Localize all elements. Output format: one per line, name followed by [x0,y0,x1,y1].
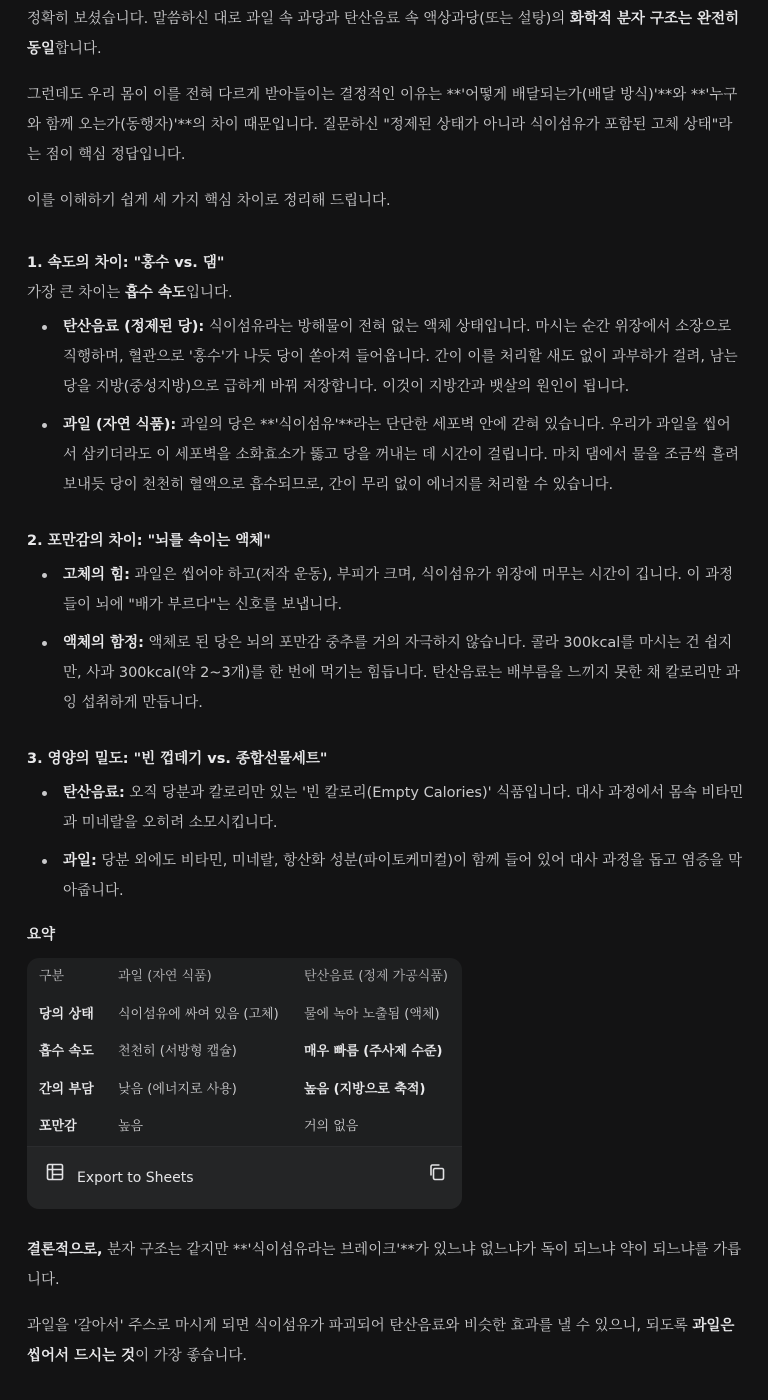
item-text: 과일의 당은 **'식이섬유'**라는 단단한 세포벽 안에 갇혀 있습니다. 우리가 과일을 씹어서 삼키더라도 이 세포벽을 소화효소가 뚫고 당을 꺼내는 데 시간이 걸립니다. 마치 댐에서 물을 조금씩 흘려보내듯 당이 천천히 혈액으로 흡수되므로, 간이 무리 없이 에너지를 처리할 수 있습니다. [63,417,740,493]
conclusion-bold: 결론적으로, [27,1241,103,1258]
table-cell [27,1033,106,1071]
intro-text: 정확히 보셨습니다. 말씀하신 대로 과일 속 과당과 탄산음료 속 액상과당(또는 설탕)의 [27,11,570,27]
section-nutrition [27,744,744,906]
item-label: 과일: [63,853,97,869]
cell-bold: 높음 (지방으로 축적) [304,1081,426,1097]
conclusion-paragraph [27,1235,744,1295]
section-lead [27,278,744,308]
section-heading: 3. 영양의 밀도: "빈 껍데기 vs. 종합선물세트" [27,751,328,767]
item-label: 과일 (자연 식품): [63,417,177,433]
table-cell: 높음 [118,1119,144,1134]
export-to-sheets-button[interactable] [45,1162,194,1193]
section-speed [27,248,744,500]
table-header-cell: 과일 (자연 식품) [118,969,212,984]
item-label: 액체의 함정: [63,635,144,651]
copy-icon[interactable] [428,1163,446,1193]
summary-heading: 요약 [27,927,56,943]
table-row [27,1108,462,1146]
final-paragraph [27,1311,744,1371]
intro-bold: 화학적 분자 구조는 완전히 동일 [27,11,740,57]
table-header-cell: 구분 [39,969,65,984]
row-label: 당의 상태 [39,1006,94,1022]
summary-table-card [27,958,462,1209]
list-item [63,410,744,500]
table-footer [27,1146,462,1209]
table-cell [292,1033,462,1071]
lead-bold: 흡수 속도 [124,285,186,301]
final-text-end: 이 가장 좋습니다. [135,1347,248,1364]
overview-paragraph: 이를 이해하기 쉽게 세 가지 핵심 차이로 정리해 드립니다. [27,193,391,209]
final-text: 과일을 '갈아서' 주스로 마시게 되면 식이섬유가 파괴되어 탄산음료와 비슷한 효과를 낼 수 있으니, 되도록 [27,1317,693,1334]
bullet-list [27,778,744,906]
conclusion-text: 분자 구조는 같지만 **'식이섬유라는 브레이크'**가 있느냐 없느냐가 독이 되느냐 약이 되느냐를 가릅니다. [27,1241,742,1288]
item-text: 당분 외에도 비타민, 미네랄, 항산화 성분(파이토케미컬)이 함께 들어 있어 대사 과정을 돕고 염증을 막아줍니다. [63,853,743,899]
list-item [63,312,744,402]
table-cell: 식이섬유에 싸여 있음 (고체) [118,1006,279,1022]
section-heading: 2. 포만감의 차이: "뇌를 속이는 액체" [27,533,271,549]
row-label: 간의 부담 [39,1081,94,1097]
row-label: 흡수 속도 [39,1044,94,1059]
list-item [63,846,744,906]
summary-table [27,958,462,1146]
item-text: 식이섬유라는 방해물이 전혀 없는 액체 상태입니다. 마시는 순간 위장에서 소장으로 직행하며, 혈관으로 '홍수'가 나듯 당이 쏟아져 들어옵니다. 간이 이를 처리할 새도 없이 과부하가 걸려, 남는 당을 지방(중성지방)으로 급하게 바꿔 저장합니다. 이것이 지방간과 뱃살의 원인이 됩니다. [63,319,738,395]
table-cell: 물에 녹아 노출됨 (액체) [304,1006,440,1022]
item-text: 과일은 씹어야 하고(저작 운동), 부피가 크며, 식이섬유가 위장에 머무는 시간이 깁니다. 이 과정들이 뇌에 "배가 부르다"는 신호를 보냅니다. [63,567,734,613]
cell-bold: 매우 빠름 (주사제 수준) [304,1044,443,1059]
bullet-list [27,312,744,500]
table-cell [27,1108,106,1146]
final-bold: 과일은 씹어서 드시는 것 [27,1317,735,1364]
item-text: 액체로 된 당은 뇌의 포만감 중추를 거의 자극하지 않습니다. 콜라 300kcal를 마시는 건 쉽지만, 사과 300kcal(약 2~3개)를 한 번에 먹기는 힘듭니다. 탄산음료는 배부름을 느끼지 못한 채 칼로리만 과잉 섭취하게 만듭니다. [63,635,740,711]
item-label: 탄산음료 (정제된 당): [63,319,205,335]
item-label: 탄산음료: [63,785,125,801]
lead-text-end: 입니다. [185,285,233,301]
table-cell: 낮음 (에너지로 사용) [118,1081,237,1097]
export-label: Export to Sheets [77,1169,194,1186]
row-label: 포만감 [39,1119,77,1134]
table-row [27,1033,462,1071]
item-text: 오직 당분과 칼로리만 있는 '빈 칼로리(Empty Calories)' 식품입니다. 대사 과정에서 몸속 비타민과 미네랄을 오히려 소모시킵니다. [63,785,744,831]
lead-text: 가장 큰 차이는 [27,285,125,301]
section-heading: 1. 속도의 차이: "홍수 vs. 댐" [27,255,225,271]
table-cell [27,1071,106,1109]
table-cell: 거의 없음 [304,1119,359,1134]
intro-text-end: 합니다. [55,41,102,57]
list-item [63,628,744,718]
table-icon [45,1162,65,1193]
table-header-cell: 탄산음료 (정제 가공식품) [304,969,448,984]
table-cell [292,1071,462,1109]
list-item [63,778,744,838]
explanation-paragraph: 그런데도 우리 몸이 이를 전혀 다르게 받아들이는 결정적인 이유는 **'어떻게 배달되는가(배달 방식)'**와 **'누구와 함께 오는가(동행자)'**의 차이 때문입니다. 질문하신 "정제된 상태가 아니라 식이섬유가 포함된 고체 상태"라는 점이 핵심 정답입니다. [27,87,738,163]
list-item [63,560,744,620]
item-label: 고체의 힘: [63,567,130,583]
table-cell: 천천히 (서방형 캡슐) [118,1044,237,1059]
table-cell [27,996,106,1034]
bullet-list [27,560,744,718]
table-row [27,996,462,1034]
table-header-row [27,958,462,996]
table-row [27,1071,462,1109]
section-satiety [27,526,744,718]
intro-paragraph [27,4,744,64]
